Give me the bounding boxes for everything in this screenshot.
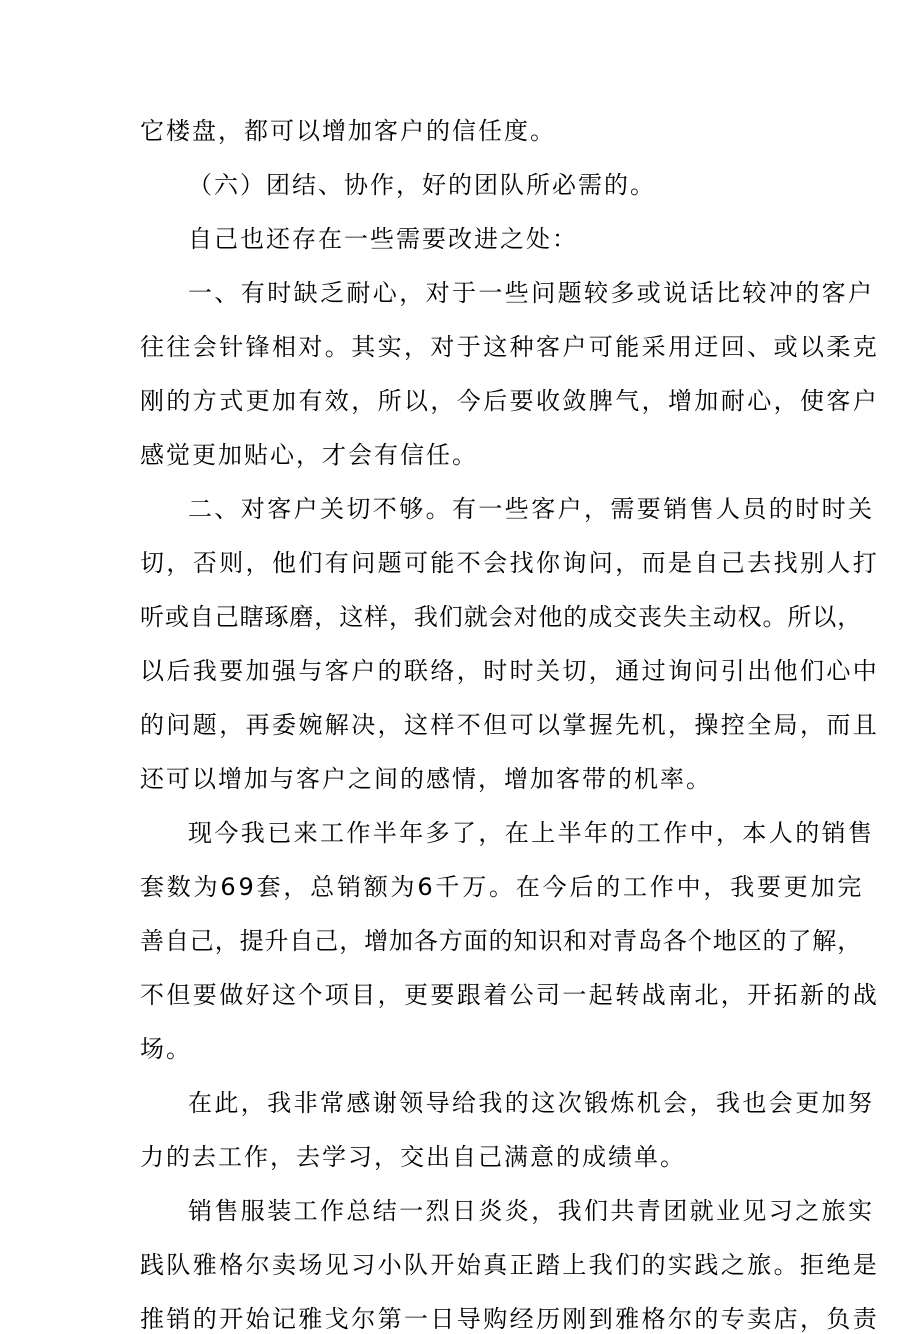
text-line: 还可以增加与客户之间的感情，增加客带的机率。 (140, 765, 712, 793)
text-line: 听或自己瞎琢磨，这样，我们就会对他的成交丧失主动权。所以， (140, 603, 863, 631)
text-line: 感觉更加贴心，才会有信任。 (140, 441, 478, 469)
text-line: 现今我已来工作半年多了，在上半年的工作中，本人的销售 (188, 819, 875, 847)
text-line: 一、有时缺乏耐心，对于一些问题较多或说话比较冲的客户 (188, 279, 875, 307)
text-line: 践队雅格尔卖场见习小队开始真正踏上我们的实践之旅。拒绝是 (140, 1251, 880, 1279)
text-line: （六）团结、协作，好的团队所必需的。 (188, 171, 656, 199)
text-line: 套数为69套，总销额为6千万。在今后的工作中，我要更加完 (140, 873, 865, 901)
text-line: 刚的方式更加有效，所以，今后要收敛脾气，增加耐心，使客户 (140, 387, 880, 415)
text-line: 力的去工作，去学习，交出自己满意的成绩单。 (140, 1143, 686, 1171)
text-line: 在此，我非常感谢领导给我的这次锻炼机会，我也会更加努 (188, 1089, 875, 1117)
text-line: 场。 (140, 1035, 192, 1063)
text-line: 往往会针锋相对。其实，对于这种客户可能采用迂回、或以柔克 (140, 333, 880, 361)
text-line: 善自己，提升自己，增加各方面的知识和对青岛各个地区的了解， (140, 927, 863, 955)
text-line: 推销的开始记雅戈尔第一日导购经历刚到雅格尔的专卖店，负责 (140, 1305, 880, 1333)
text-line: 的问题，再委婉解决，这样不但可以掌握先机，操控全局，而且 (140, 711, 880, 739)
text-line: 它楼盘，都可以增加客户的信任度。 (140, 117, 556, 145)
text-line: 切，否则，他们有问题可能不会找你询问，而是自己去找别人打 (140, 549, 880, 577)
text-line: 二、对客户关切不够。有一些客户，需要销售人员的时时关 (188, 495, 875, 523)
text-line: 自己也还存在一些需要改进之处： (188, 225, 578, 253)
text-line: 不但要做好这个项目，更要跟着公司一起转战南北，开拓新的战 (140, 981, 880, 1009)
text-line: 销售服装工作总结一烈日炎炎，我们共青团就业见习之旅实 (188, 1197, 875, 1225)
text-line: 以后我要加强与客户的联络，时时关切，通过询问引出他们心中 (140, 657, 880, 685)
